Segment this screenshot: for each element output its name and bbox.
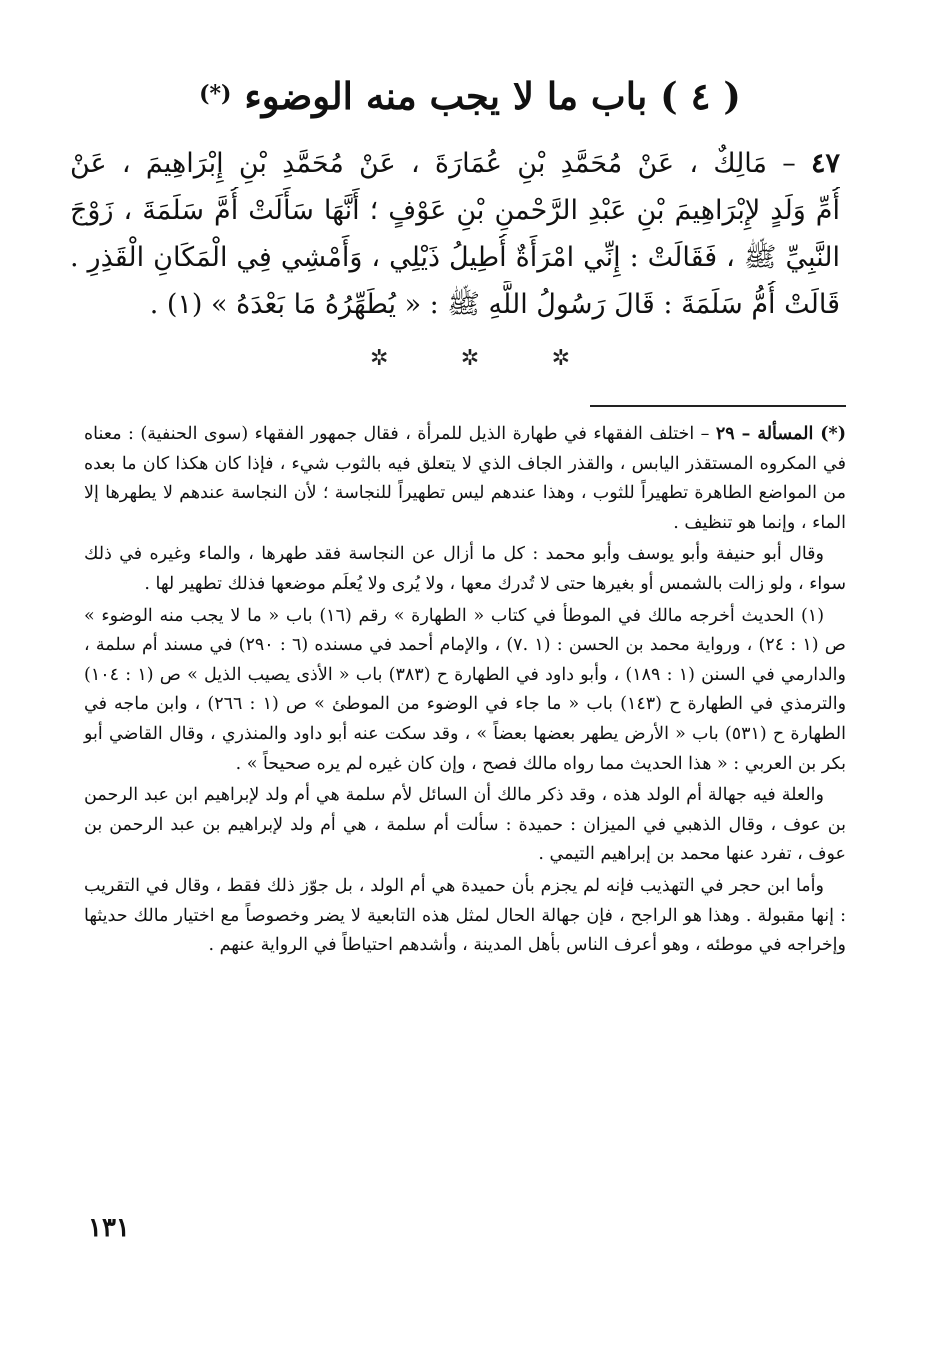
footnote-1-continued: والعلة فيه جهالة أم الولد هذه ، وقد ذكر مالك أن السائل لأم سلمة هي أم ولد لإبراهيم ابن عبد الرحمن بن عوف ، وقال الذهبي في الميزان : حميدة : سألت أم سلمة ، هي أم ولد لإبراهيم بن عبد الرحمن بن عوف ، تفرد عنها محمد بن إبراهيم التيمي .	[84, 785, 846, 865]
hadith-line: ٤٧ – مَالِكٌ ، عَنْ مُحَمَّدِ بْنِ عُمَارَةَ ، عَنْ مُحَمَّدِ بْنِ إِبْرَاهِيمَ ، عَنْ	[70, 148, 840, 179]
masala-marker: (*) المسألة – ٢٩	[715, 424, 846, 444]
hadith-line: أُمِّ وَلَدٍ لإِبْرَاهِيمَ بْنِ عَبْدِ الرَّحْمنِ بْنِ عَوْفٍ ؛ أَنَّهَا سَأَلَتْ أُمَّ سَلَمَةَ ، زَوْجَ	[70, 195, 840, 226]
footnote-masala: (*) المسألة – ٢٩ – اختلف الفقهاء في طهارة الذيل للمرأة ، فقال جمهور الفقهاء (سوى الحنفية) : معناه في المكروه المستقذر اليابس ، والقذر الجاف الذي لا يتعلق فيه بالثوب شيء ، فإذا كان هكذا كان ما بعده من المواضع الطاهرة تطهيراً للثوب ، وهذا عندهم ليس تطهيراً للنجاسة ؛ لأن النجاسة عندهم لا يطهرها إلا الماء ، وإنما هو تنظيف .	[84, 424, 846, 533]
star-ornament: ✲	[551, 346, 570, 371]
chapter-heading-text: ( ٤ ) باب ما لا يجب منه الوضوء	[244, 74, 741, 118]
chapter-heading	[150, 66, 790, 126]
footnotes	[84, 420, 846, 963]
star-ornament: ✲	[370, 346, 389, 371]
footnote-1-continued-2: وأما ابن حجر في التهذيب فإنه لم يجزم بأن حميدة هي أم الولد ، بل جوّز ذلك فقط ، وقال في التقريب : إنها مقبولة . وهذا هو الراجح ، فإن جهالة الحال لمثل هذه التابعية لا يضر وخصوصاً مع اختيار مالك حديثها وإخراجه في موطئه ، وهو أعرف الناس بأهل المدينة ، وأشدهم احتياطاً في الرواية عنهم .	[84, 875, 846, 956]
hadith-line: النَّبِيِّ ﷺ ، فَقَالَتْ : إِنِّي امْرَأَةٌ أُطِيلُ ذَيْلِي ، وَأَمْشِي فِي الْمَكَانِ الْقَذِرِ .	[70, 242, 840, 273]
hadith-line: قَالَتْ أُمُّ سَلَمَةَ : قَالَ رَسُولُ اللَّهِ ﷺ : « يُطَهِّرُهُ مَا بَعْدَهُ » (١) .	[149, 289, 840, 320]
chapter-heading-marker: (*)	[199, 81, 232, 107]
section-separator	[370, 344, 570, 374]
hadith-number: ٤٧	[810, 148, 840, 179]
page-number: ١٣١	[88, 1213, 130, 1243]
footnote-rule	[590, 405, 846, 407]
footnote-masala-continued: وقال أبو حنيفة وأبو يوسف وأبو محمد : كل ما أزال عن النجاسة فقد طهرها ، والماء وغيره في ذلك سواء ، ولو زالت بالشمس أو بغيرها حتى لا تُدرك معها ، ولا يُرى ولا يُعلَم موضعها فذلك تطهير لها .	[84, 544, 846, 594]
footnote-1: (١) الحديث أخرجه مالك في الموطأ في كتاب « الطهارة » رقم (١٦) باب « ما لا يجب منه الوضوء » ص (١ : ٢٤) ، ورواية محمد بن الحسن : (١ .٧) ، والإمام أحمد في مسنده (٦ : ٢٩٠) في مسند أم سلمة ، والدارمي في السنن (١ : ١٨٩) ، وأبو داود في الطهارة ح (٣٨٣) باب « الأذى يصيب الذيل » ص (١ : ١٠٤) والترمذي في الطهارة ح (١٤٣) باب « ما جاء في الوضوء من الموطئ » ص (١ : ٢٦٦) ، وابن ماجه في الطهارة ح (٥٣١) باب « الأرض يطهر بعضها بعضاً » ، وقد سكت عنه أبو داود والمنذري ، وقال القاضي أبو بكر بن العربي : « هذا الحديث مما رواه مالك فصح ، وإن كان غيره لم يره صحيحاً » .	[84, 605, 847, 774]
star-ornament: ✲	[460, 346, 480, 371]
hadith-text	[70, 140, 840, 328]
